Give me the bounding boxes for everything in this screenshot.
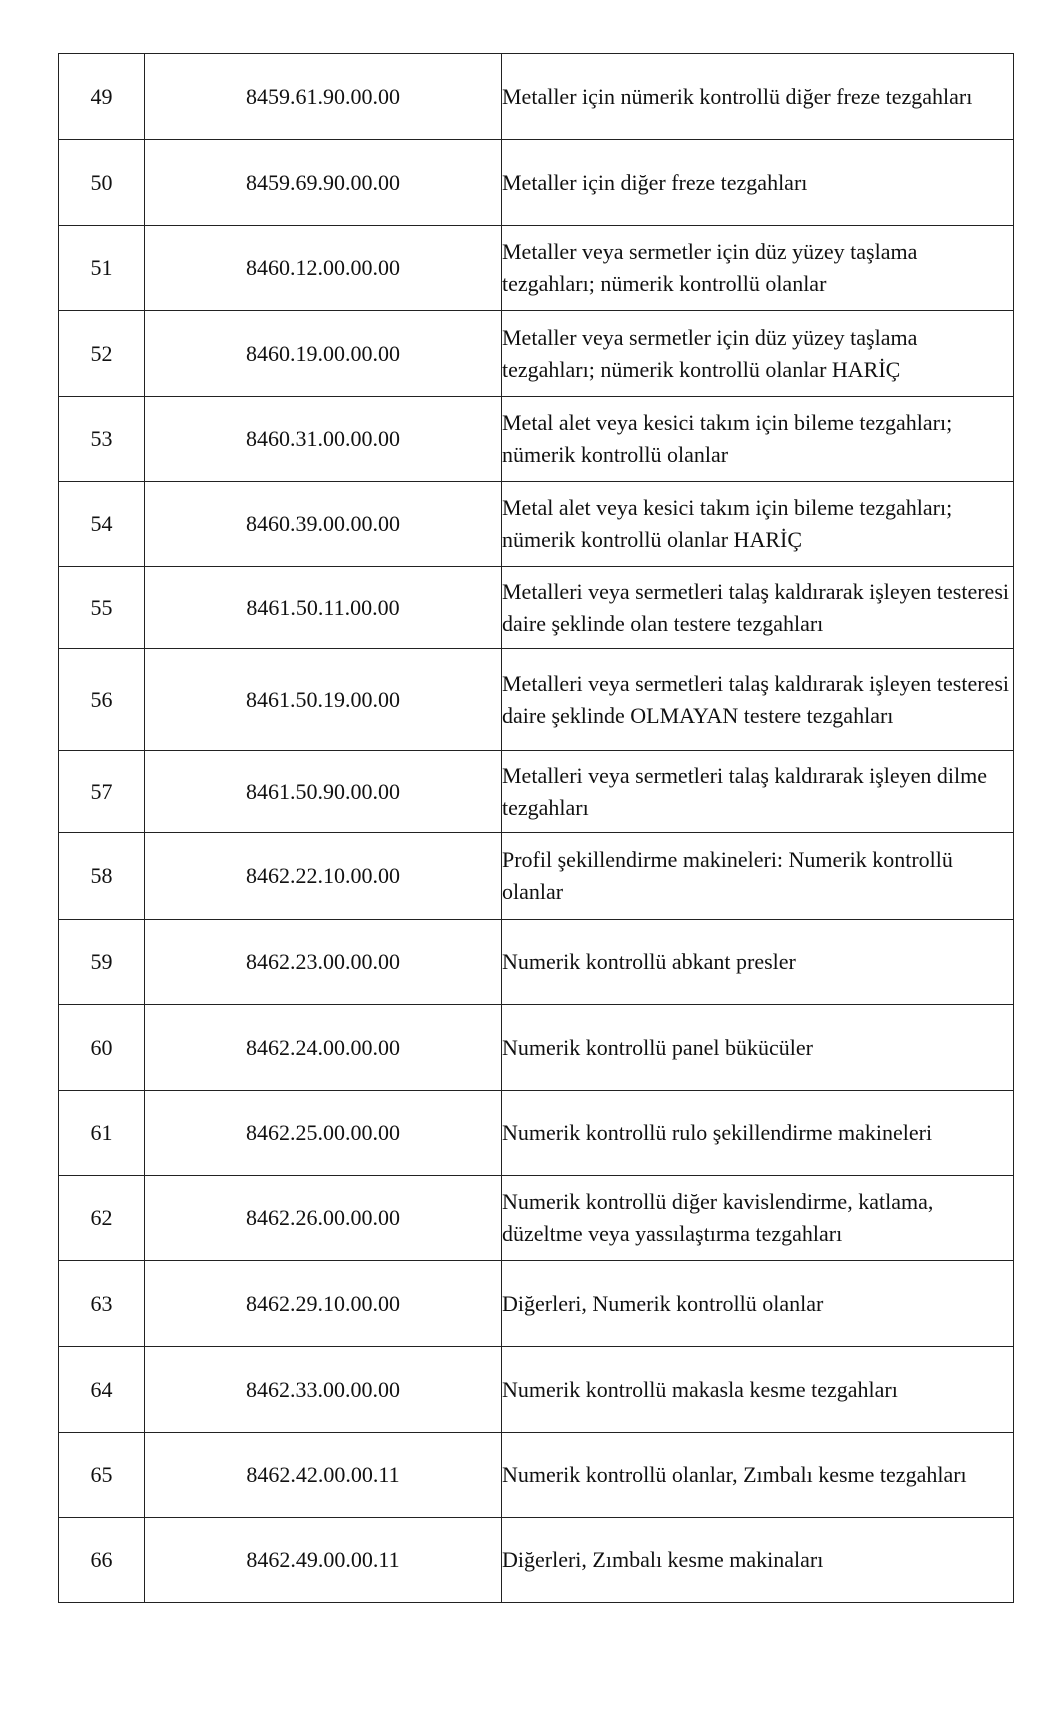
tariff-code: 8460.12.00.00.00 [145, 226, 502, 311]
product-description: Diğerleri, Zımbalı kesme makinaları [502, 1518, 1014, 1603]
product-description: Metaller veya sermetler için düz yüzey taşlama tezgahları; nümerik kontrollü olanlar [502, 226, 1014, 311]
table-row [59, 751, 1014, 833]
tariff-code: 8462.42.00.00.11 [145, 1433, 502, 1518]
table-row [59, 833, 1014, 920]
table-row [59, 1261, 1014, 1347]
product-description: Profil şekillendirme makineleri: Numerik kontrollü olanlar [502, 833, 1014, 920]
product-description: Numerik kontrollü olanlar, Zımbalı kesme tezgahları [502, 1433, 1014, 1518]
tariff-code: 8462.25.00.00.00 [145, 1091, 502, 1176]
row-number: 57 [59, 751, 145, 833]
table-row [59, 1518, 1014, 1603]
row-number: 50 [59, 140, 145, 226]
table-row [59, 920, 1014, 1005]
row-number: 60 [59, 1005, 145, 1091]
row-number: 59 [59, 920, 145, 1005]
row-number: 64 [59, 1347, 145, 1433]
table-row [59, 482, 1014, 567]
row-number: 53 [59, 397, 145, 482]
row-number: 51 [59, 226, 145, 311]
product-description: Metaller için diğer freze tezgahları [502, 140, 1014, 226]
product-description: Numerik kontrollü panel bükücüler [502, 1005, 1014, 1091]
tariff-code: 8462.33.00.00.00 [145, 1347, 502, 1433]
product-description: Metaller için nümerik kontrollü diğer freze tezgahları [502, 54, 1014, 140]
table-row [59, 140, 1014, 226]
tariff-code: 8460.39.00.00.00 [145, 482, 502, 567]
row-number: 56 [59, 649, 145, 751]
table-row [59, 1176, 1014, 1261]
row-number: 52 [59, 311, 145, 397]
product-description: Metal alet veya kesici takım için bileme tezgahları; nümerik kontrollü olanlar HARİÇ [502, 482, 1014, 567]
tariff-code: 8461.50.11.00.00 [145, 567, 502, 649]
table-row [59, 567, 1014, 649]
product-description: Numerik kontrollü abkant presler [502, 920, 1014, 1005]
row-number: 63 [59, 1261, 145, 1347]
tariff-code: 8462.22.10.00.00 [145, 833, 502, 920]
product-description: Numerik kontrollü rulo şekillendirme makineleri [502, 1091, 1014, 1176]
row-number: 55 [59, 567, 145, 649]
table-row [59, 1433, 1014, 1518]
product-description: Metalleri veya sermetleri talaş kaldırarak işleyen testeresi daire şeklinde OLMAYAN testere tezgahları [502, 649, 1014, 751]
tariff-code: 8461.50.19.00.00 [145, 649, 502, 751]
product-description: Metal alet veya kesici takım için bileme tezgahları; nümerik kontrollü olanlar [502, 397, 1014, 482]
product-description: Numerik kontrollü diğer kavislendirme, katlama, düzeltme veya yassılaştırma tezgahları [502, 1176, 1014, 1261]
table-row [59, 1005, 1014, 1091]
table-row [59, 311, 1014, 397]
table-row [59, 397, 1014, 482]
product-description: Metalleri veya sermetleri talaş kaldırarak işleyen testeresi daire şeklinde olan testere tezgahları [502, 567, 1014, 649]
table-row [59, 1347, 1014, 1433]
row-number: 62 [59, 1176, 145, 1261]
tariff-code: 8460.19.00.00.00 [145, 311, 502, 397]
table-row [59, 649, 1014, 751]
tariff-code: 8462.23.00.00.00 [145, 920, 502, 1005]
tariff-code: 8462.24.00.00.00 [145, 1005, 502, 1091]
row-number: 65 [59, 1433, 145, 1518]
table-row [59, 226, 1014, 311]
tariff-code: 8459.69.90.00.00 [145, 140, 502, 226]
row-number: 66 [59, 1518, 145, 1603]
row-number: 58 [59, 833, 145, 920]
product-description: Diğerleri, Numerik kontrollü olanlar [502, 1261, 1014, 1347]
row-number: 61 [59, 1091, 145, 1176]
tariff-code: 8462.49.00.00.11 [145, 1518, 502, 1603]
tariff-code: 8460.31.00.00.00 [145, 397, 502, 482]
tariff-code: 8459.61.90.00.00 [145, 54, 502, 140]
product-description: Metaller veya sermetler için düz yüzey taşlama tezgahları; nümerik kontrollü olanlar HARİÇ [502, 311, 1014, 397]
row-number: 49 [59, 54, 145, 140]
tariff-code: 8462.26.00.00.00 [145, 1176, 502, 1261]
product-description: Numerik kontrollü makasla kesme tezgahları [502, 1347, 1014, 1433]
row-number: 54 [59, 482, 145, 567]
tariff-code: 8462.29.10.00.00 [145, 1261, 502, 1347]
product-description: Metalleri veya sermetleri talaş kaldırarak işleyen dilme tezgahları [502, 751, 1014, 833]
table-row [59, 54, 1014, 140]
tariff-table [58, 53, 1014, 1603]
tariff-code: 8461.50.90.00.00 [145, 751, 502, 833]
table-row [59, 1091, 1014, 1176]
